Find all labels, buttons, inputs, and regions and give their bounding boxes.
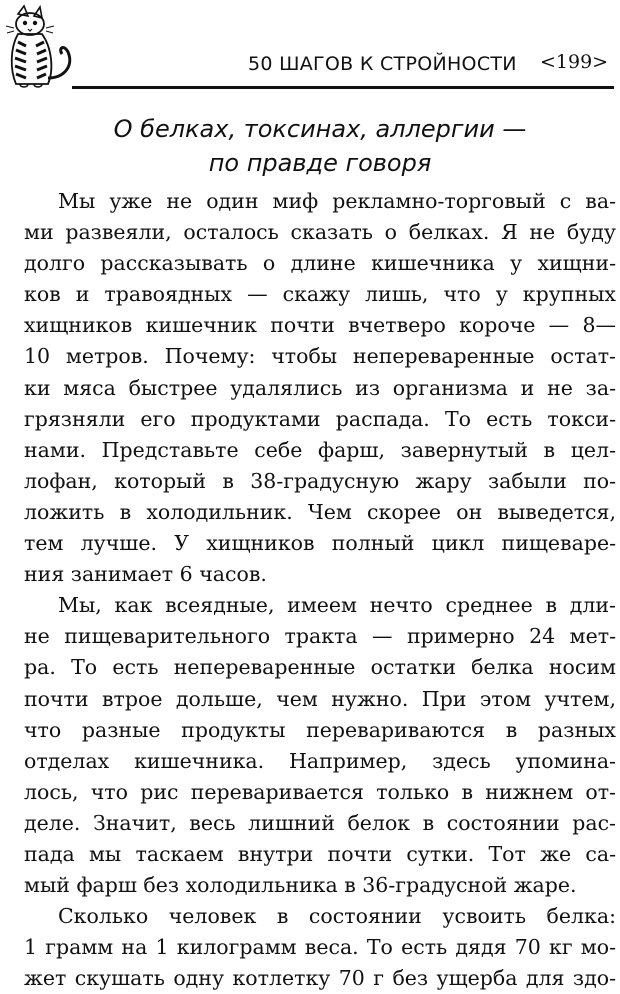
text-line: мый фарш без холодильника в 36-градусной жаре. (24, 873, 577, 898)
header-divider (72, 86, 614, 89)
running-title: 50 ШАГОВ К СТРОЙНОСТИ (248, 53, 517, 75)
section-title-line: по правде говоря (208, 149, 432, 177)
section-title (20, 112, 620, 180)
text-line: не пищеварительного тракта — примерно 24 мет- (24, 624, 616, 649)
cat-logo-icon (4, 4, 78, 90)
section-title-line: О белках, токсинах, аллергии — (113, 115, 527, 143)
text-line: ки мяса быстрее удалялись из организма и не за- (24, 375, 616, 400)
page-header (0, 0, 620, 100)
text-line: 10 метров. Почему: чтобы непереваренные остат- (24, 344, 616, 369)
page-number: <199> (540, 51, 609, 73)
text-line: Мы уже не один миф рекламно-торговый с ва- (58, 189, 616, 213)
text-line: ра. То есть непереваренные остатки белка носим (24, 655, 616, 680)
text-line: отделах кишечника. Например, здесь упомина- (24, 748, 616, 773)
text-line: Сколько человек в состоянии усвоить белка: (58, 904, 616, 929)
text-line: хищников кишечник почти вчетверо короче — 8— (24, 313, 616, 338)
text-line: ми развеяли, осталось сказать о белках. Я не буду (24, 220, 616, 245)
text-line: Мы, как всеядные, имеем нечто среднее в дли- (58, 593, 616, 618)
text-line: ложить в холодильник. Чем скорее он выведется, (24, 499, 616, 524)
text-line: грязняли его продуктами распада. То есть токси- (24, 406, 616, 431)
text-line: ния занимает 6 часов. (24, 562, 267, 587)
text-line: лось, что рис переваривается только в нижнем от- (24, 779, 616, 804)
text-line: жет скушать одну котлетку 70 г без ущерба для здо- (24, 966, 616, 991)
text-line: нами. Представьте себе фарш, завернутый в цел- (24, 437, 616, 462)
text-line: деле. Значит, весь лишний белок в состоянии рас- (24, 810, 616, 835)
text-line: тем лучше. У хищников полный цикл пищеваре- (24, 531, 616, 556)
text-line: что разные продукты перевариваются в разных (24, 717, 616, 742)
text-line: лофан, который в 38-градусную жару забыли по- (24, 468, 616, 493)
text-line: ков и травоядных — скажу лишь, что у крупных (24, 282, 616, 307)
text-line: 1 грамм на 1 килограмм веса. То есть дядя 70 кг мо- (24, 935, 616, 960)
text-line: долго рассказывать о длине кишечника у хищни- (24, 251, 616, 276)
text-line: почти втрое дольше, чем нужно. При этом учтем, (24, 686, 616, 711)
body-text (24, 186, 616, 994)
text-line: пада мы таскаем внутри почти сутки. Тот же са- (24, 841, 616, 866)
